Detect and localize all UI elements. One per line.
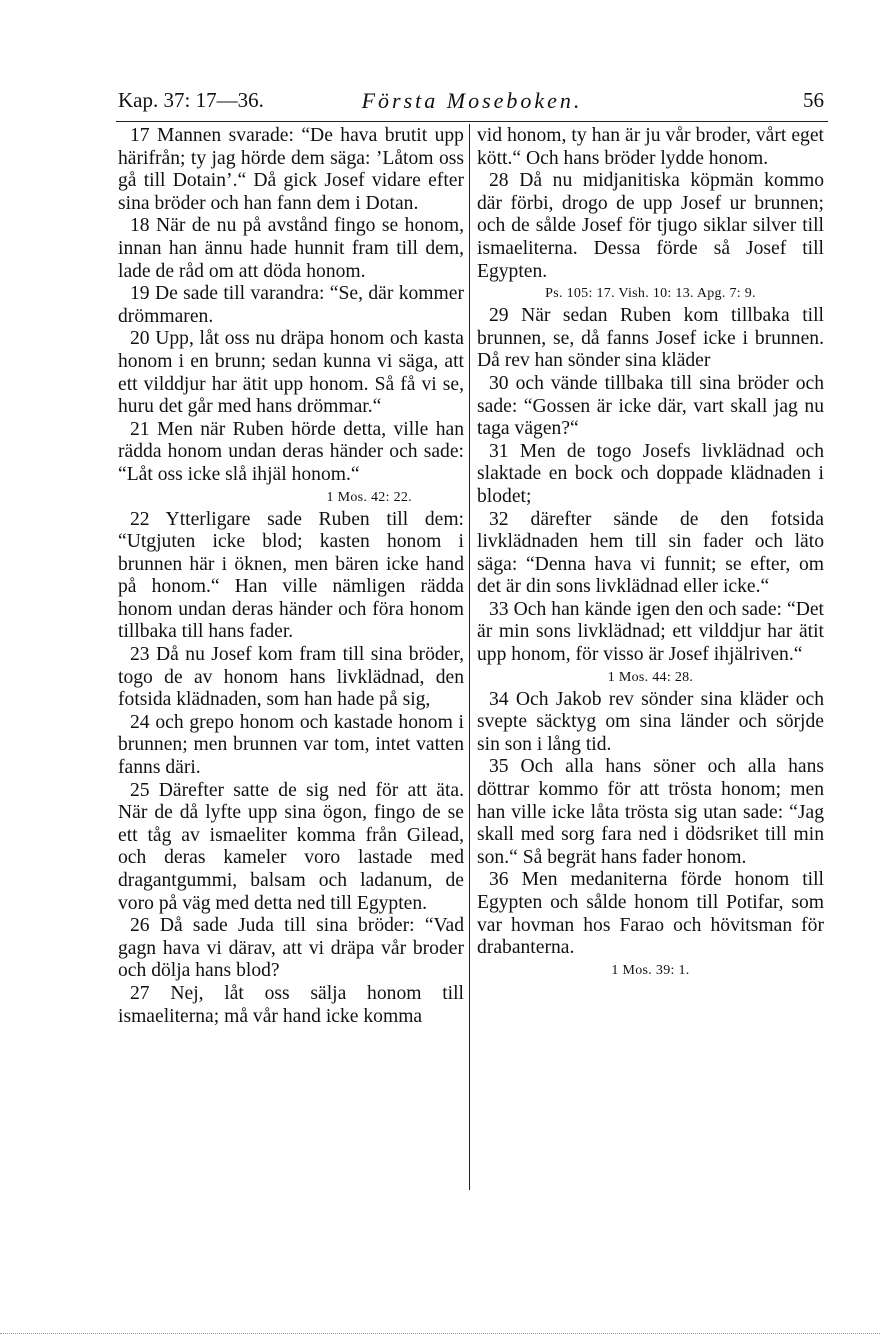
verse bbox=[118, 915, 464, 983]
header-rule bbox=[116, 121, 828, 122]
left-column bbox=[118, 125, 464, 1028]
verse-number: 36 bbox=[489, 869, 509, 891]
verse-continuation bbox=[477, 125, 824, 170]
verse-number: 32 bbox=[489, 508, 509, 530]
verse-number: 23 bbox=[130, 644, 150, 666]
verse-text: Då nu midjanitiska köpmän kommo där förbi, drogo de upp Josef ur brunnen; och de sålde Josef för tjugo siklar silver till ismaeliterna. Dessa förde så Josef till Egypten. bbox=[477, 170, 824, 282]
verse-text: och grepo honom och kastade honom i brunnen; men brunnen var tom, intet vatten fanns däri. bbox=[118, 711, 465, 779]
verse-number: 19 bbox=[130, 283, 150, 305]
verse-number: 35 bbox=[489, 756, 509, 778]
verse-number: 31 bbox=[489, 440, 509, 462]
cross-reference: 1 Mos. 44: 28. bbox=[607, 669, 694, 685]
verse bbox=[118, 125, 464, 215]
page-bottom-edge bbox=[0, 1333, 880, 1334]
verse-text: Upp, låt oss nu dräpa honom och kasta honom i en brunn; sedan kunna vi säga, att ett vilddjur har ätit upp honom. Så få vi se, huru det går med hans drömmar.“ bbox=[118, 328, 464, 418]
verse bbox=[118, 644, 464, 712]
verse-number: 27 bbox=[130, 982, 150, 1004]
verse bbox=[477, 599, 824, 667]
verse bbox=[118, 283, 464, 328]
verse-text: vid honom, ty han är ju vår broder, vårt eget kött.“ Och hans bröder lydde honom. bbox=[477, 125, 824, 169]
verse-text: Ytterligare sade Ruben till dem: “Utgjuten icke blod; kasten honom i brunnen här i öknen, men bären icke hand på honom.“ Han ville nämligen rädda honom undan deras händer och föra honom tillbaka till hans fader. bbox=[118, 508, 465, 643]
cross-reference: Ps. 105: 17. Vish. 10: 13. Apg. 7: 9. bbox=[545, 286, 756, 302]
verse bbox=[118, 328, 464, 418]
verse-text: Och Jakob rev sönder sina kläder och svepte säcktyg om sina länder och sörjde sin son i lång tid. bbox=[477, 688, 825, 755]
verse bbox=[477, 869, 824, 959]
cross-reference: 1 Mos. 42: 22. bbox=[326, 489, 412, 505]
column-divider bbox=[469, 124, 470, 1190]
verse-text: Men medaniterna förde honom till Egypten och sålde honom till Potifar, som var hovman hos Farao och hövitsman för drabanterna. bbox=[477, 869, 824, 959]
verse-number: 24 bbox=[130, 711, 150, 733]
verse-number: 34 bbox=[489, 688, 509, 710]
verse-text: Men när Ruben hörde detta, ville han rädda honom undan deras händer och sade: “Låt oss icke slå ihjäl honom.“ bbox=[118, 418, 464, 485]
verse bbox=[477, 373, 824, 441]
verse-text: När de nu på avstånd fingo se honom, innan han ännu hade hunnit fram till dem, lade de råd om att döda honom. bbox=[118, 215, 464, 282]
verse-text: De sade till varandra: “Se, där kommer drömmaren. bbox=[118, 283, 464, 327]
verse bbox=[118, 509, 464, 645]
verse-number: 22 bbox=[130, 508, 150, 530]
verse bbox=[477, 305, 824, 373]
page-number: 56 bbox=[803, 88, 824, 112]
verse-text: Nej, låt oss sälja honom till ismaeliterna; må vår hand icke komma bbox=[118, 982, 464, 1027]
verse-text: därefter sände de den fotsida livklädnaden hem till sin fader och läto säga: “Denna hava vi funnit; se efter, om det är din sons livklädnad eller icke.“ bbox=[477, 508, 824, 598]
verse bbox=[477, 689, 824, 757]
verse bbox=[477, 441, 824, 509]
verse bbox=[477, 756, 824, 869]
verse-number: 26 bbox=[130, 915, 150, 937]
verse-text: Mannen svarade: “De hava brutit upp härifrån; ty jag hörde dem säga: ’Låtom oss gå till Dotain’.“ Då gick Josef vidare efter sina bröder och han fann dem i Dotan. bbox=[118, 125, 464, 214]
verse bbox=[118, 419, 464, 487]
verse-number: 21 bbox=[130, 418, 150, 440]
verse-text: Då sade Juda till sina bröder: “Vad gagn hava vi därav, att vi dräpa vår broder och dölja hans blod? bbox=[118, 915, 464, 982]
verse bbox=[118, 780, 464, 916]
verse bbox=[118, 983, 464, 1028]
verse-text: Då nu Josef kom fram till sina bröder, togo de av honom hans livklädnad, den fotsida klädnaden, som han hade på sig, bbox=[118, 644, 464, 711]
verse-text: Och alla hans söner och alla hans döttrar kommo för att trösta honom; men han ville icke låta trösta sig utan sade: “Jag skall med sorg fara ned i dödsriket till min son.“ Så begrät hans fader honom. bbox=[477, 756, 824, 868]
cross-reference: 1 Mos. 39: 1. bbox=[611, 962, 690, 978]
book-title: Första Moseboken. bbox=[361, 88, 583, 113]
verse bbox=[477, 509, 824, 599]
verse bbox=[118, 215, 464, 283]
verse-number: 29 bbox=[489, 305, 509, 327]
verse-text: Och han kände igen den och sade: “Det är min sons livklädnad; ett vilddjur har ätit upp honom, för visso är Josef ihjälriven.“ bbox=[477, 598, 824, 666]
right-column bbox=[477, 125, 824, 982]
verse-number: 30 bbox=[489, 372, 509, 394]
verse-text: Därefter satte de sig ned för att äta. När de då lyfte upp sina ögon, fingo de se ett tåg av ismaeliter komma från Gilead, och deras kameler voro lastade med dragantgummi, balsam och ladanum, de voro på väg med detta ned till Egypten. bbox=[118, 779, 464, 914]
verse-number: 18 bbox=[130, 215, 150, 237]
verse-number: 28 bbox=[489, 170, 509, 192]
page-header bbox=[118, 88, 826, 120]
verse-number: 25 bbox=[130, 779, 150, 801]
verse-text: och vände tillbaka till sina bröder och sade: “Gossen är icke där, vart skall jag nu taga vägen?“ bbox=[477, 372, 824, 440]
verse-number: 17 bbox=[130, 125, 150, 146]
verse-number: 33 bbox=[489, 598, 509, 620]
verse-text: Men de togo Josefs livklädnad och slaktade en bock och doppade klädnaden i blodet; bbox=[477, 440, 824, 507]
verse bbox=[477, 170, 824, 283]
verse-number: 20 bbox=[130, 328, 150, 350]
chapter-reference: Kap. 37: 17—36. bbox=[118, 88, 264, 112]
verse bbox=[118, 712, 464, 780]
verse-text: När sedan Ruben kom tillbaka till brunnen, se, då fanns Josef icke i brunnen. Då rev han sönder sina kläder bbox=[477, 305, 824, 372]
